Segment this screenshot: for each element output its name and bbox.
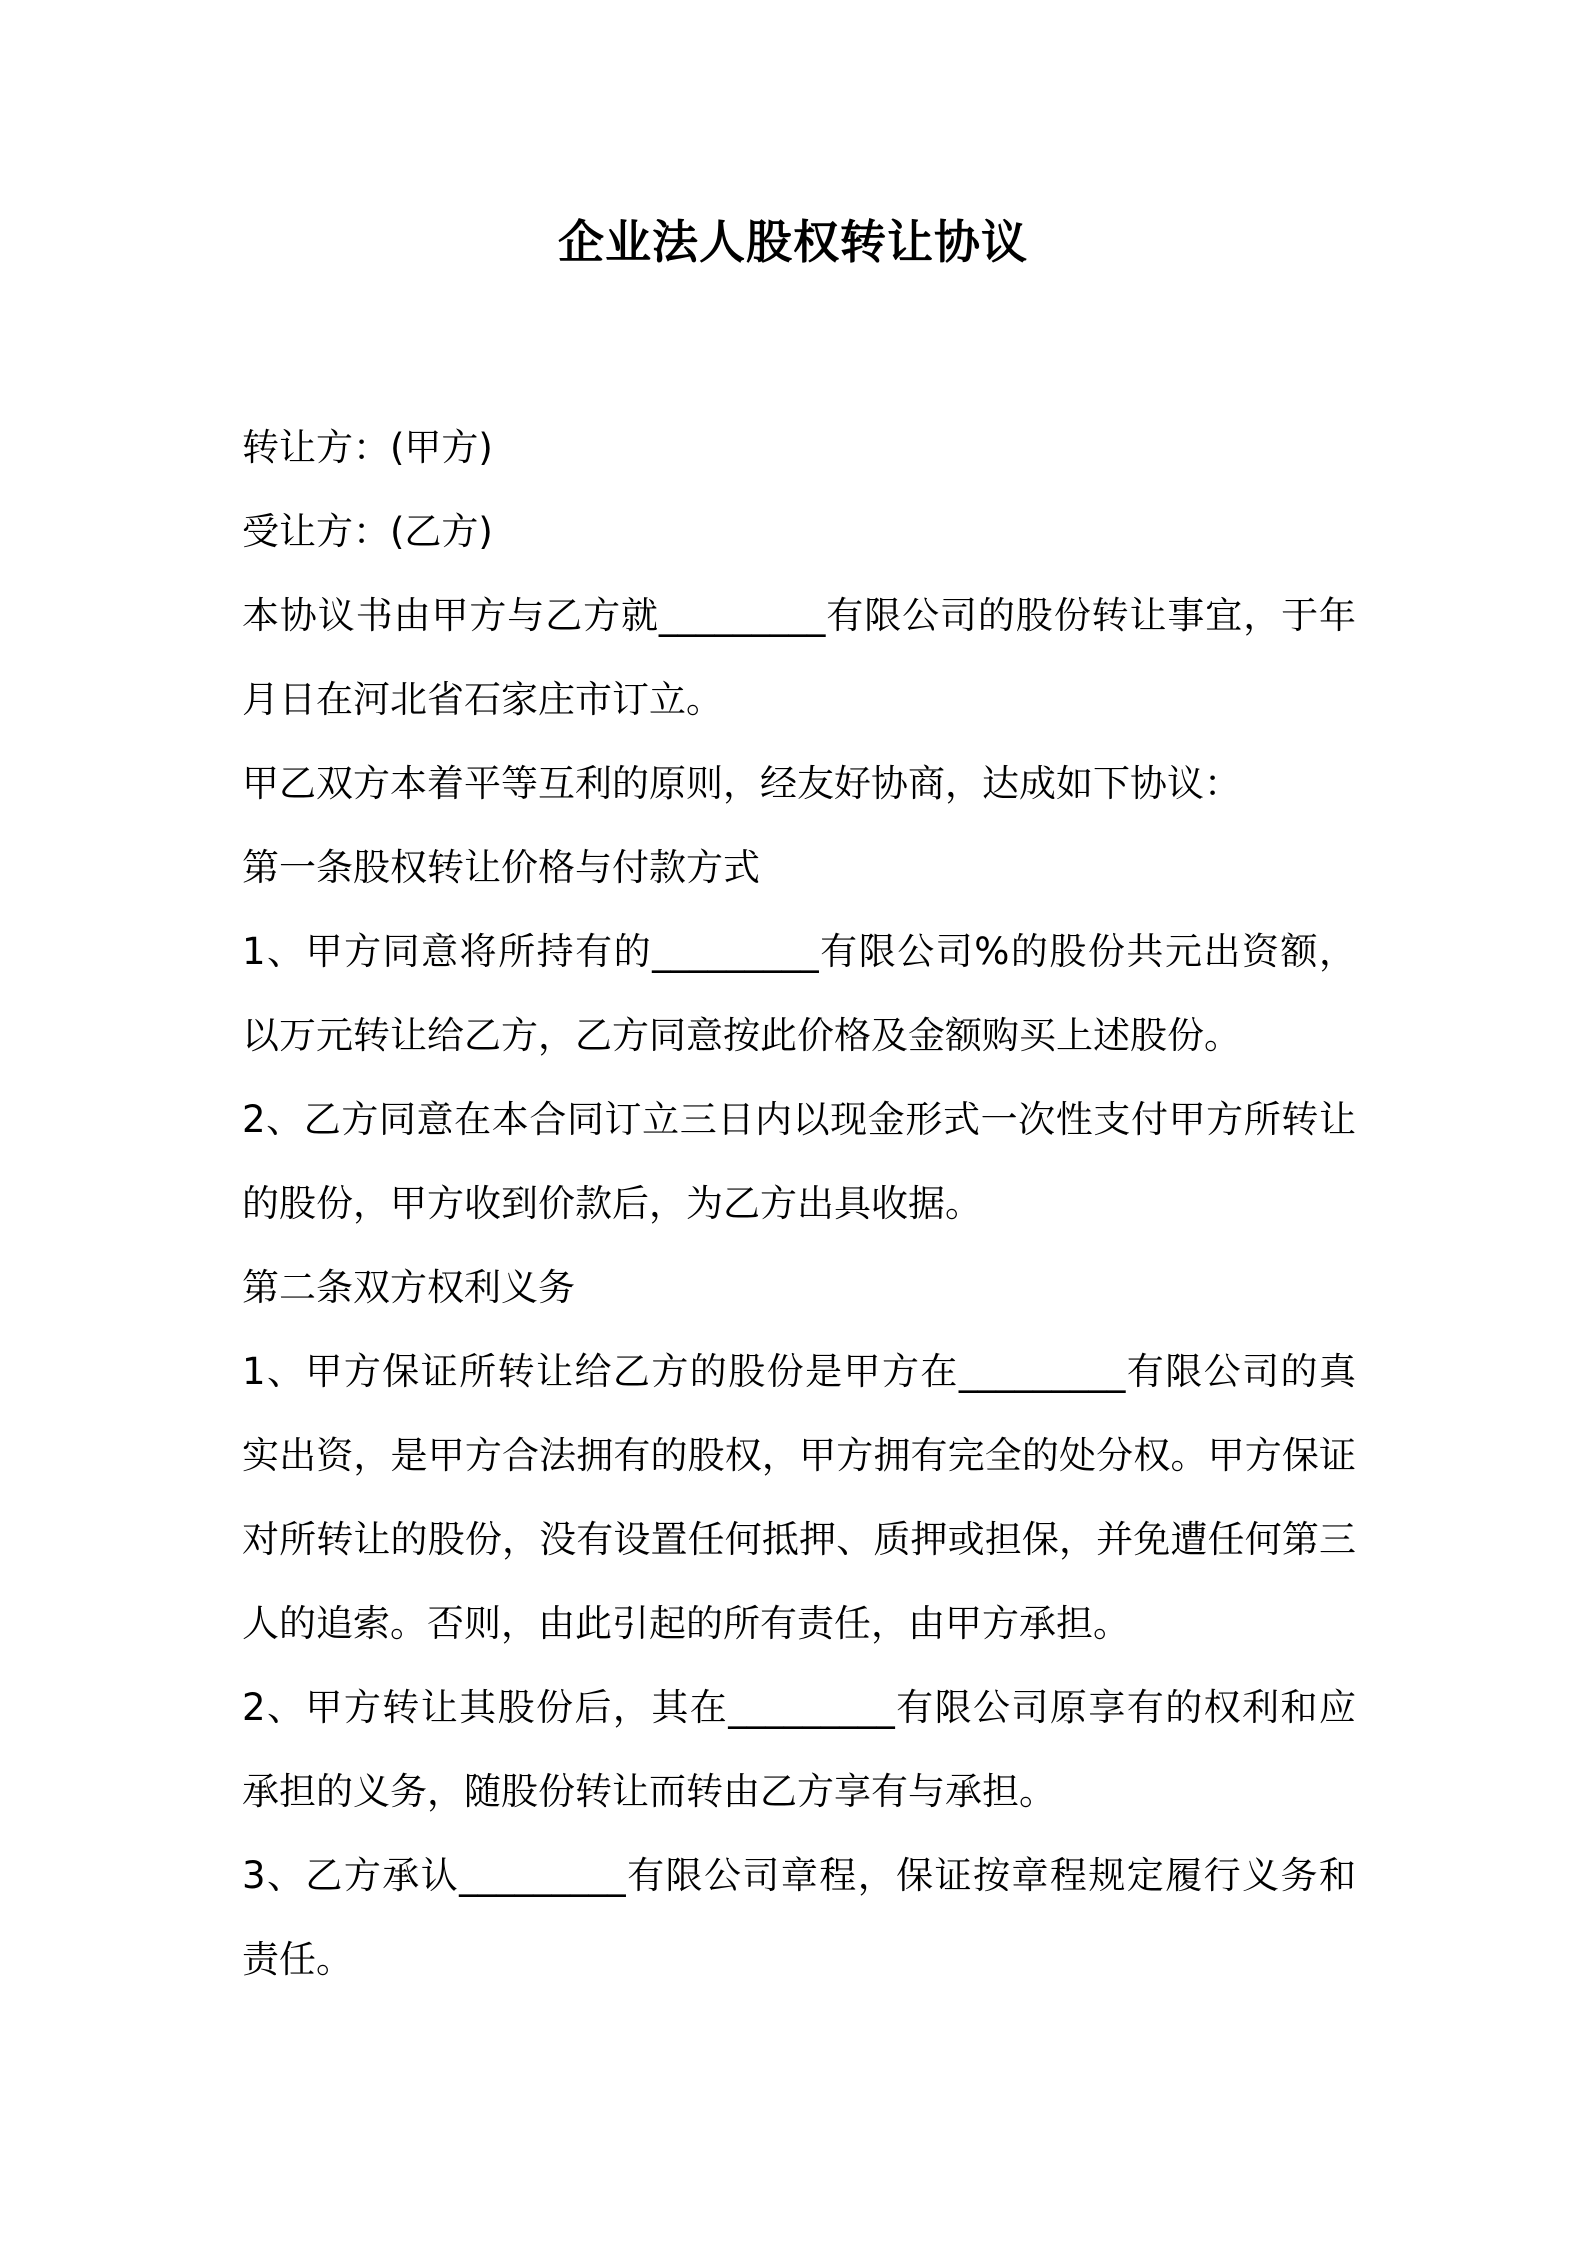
transferor-line: 转让方：(甲方) [242,426,493,469]
clause-line: 实出资，是甲方合法拥有的股权，甲方拥有完全的处分权。甲方保证 [242,1434,1356,1477]
clause-line: 对所转让的股份，没有设置任何抵押、质押或担保，并免遭任何第三 [242,1518,1356,1561]
clause-line: 的股份，甲方收到价款后，为乙方出具收据。 [242,1182,982,1225]
clause-line: 2、乙方同意在本合同订立三日内以现金形式一次性支付甲方所转让 [242,1098,1356,1141]
clause-line: 1、甲方同意将所持有的_________有限公司%的股份共元出资额， [242,930,1356,973]
paragraph-line: 本协议书由甲方与乙方就_________有限公司的股份转让事宜，于年 [242,594,1356,637]
paragraph-line: 甲乙双方本着平等互利的原则，经友好协商，达成如下协议： [242,762,1241,805]
clause-line: 以万元转让给乙方，乙方同意按此价格及金额购买上述股份。 [242,1014,1241,1057]
clause-line: 人的追索。否则，由此引起的所有责任，由甲方承担。 [242,1602,1130,1645]
clause-line: 承担的义务，随股份转让而转由乙方享有与承担。 [242,1770,1056,1813]
article-heading: 第二条双方权利义务 [242,1266,575,1309]
transferee-line: 受让方：(乙方) [242,510,493,553]
paragraph-line: 月日在河北省石家庄市订立。 [242,678,723,721]
document-body [242,406,1356,2002]
clause-line: 2、甲方转让其股份后，其在_________有限公司原享有的权利和应 [242,1686,1356,1729]
clause-line: 1、甲方保证所转让给乙方的股份是甲方在_________有限公司的真 [242,1350,1356,1393]
clause-line: 责任。 [242,1938,353,1981]
article-heading: 第一条股权转让价格与付款方式 [242,846,760,889]
document-title: 企业法人股权转让协议 [558,215,1028,269]
clause-line: 3、乙方承认_________有限公司章程，保证按章程规定履行义务和 [242,1854,1356,1897]
